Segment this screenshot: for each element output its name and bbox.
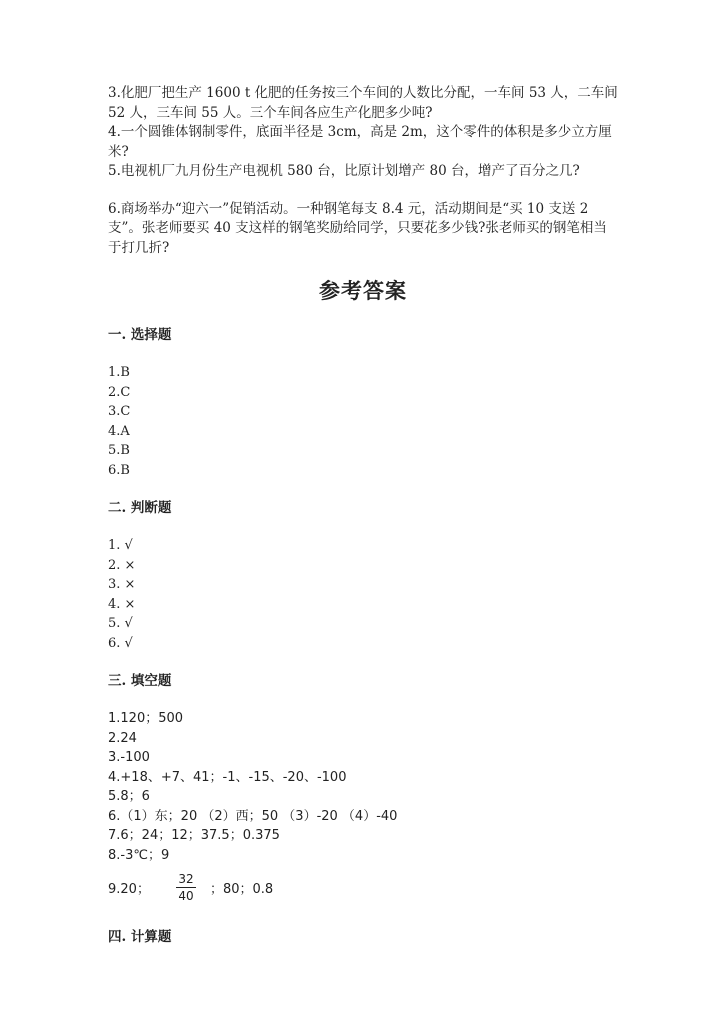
list-item: 3.C	[108, 404, 131, 419]
fill-answers	[108, 709, 618, 865]
list-item: 4. ×	[108, 596, 136, 612]
list-item: 7.6；24；12；37.5；0.375	[108, 828, 280, 843]
fraction	[176, 872, 196, 903]
fraction-numerator: 32	[178, 871, 194, 886]
fill-answer-9	[108, 869, 618, 905]
choice-answers	[108, 363, 618, 480]
list-item: 1.B	[108, 365, 130, 380]
list-item: 1.120；500	[108, 711, 184, 726]
fraction-denominator: 40	[178, 888, 194, 903]
list-item: 4.A	[108, 423, 130, 439]
list-item: 3. ×	[108, 577, 136, 592]
section-heading-choice: 一. 选择题	[108, 327, 172, 343]
judge-answers	[108, 536, 618, 653]
list-item: 6.B	[108, 462, 130, 478]
list-item: 5. √	[108, 616, 133, 631]
question-4: 4.一个圆锥体钢制零件，底面半径是 3cm，高是 2m，这个零件的体积是多少立方厘米?	[108, 124, 612, 160]
section-heading-judge: 二. 判断题	[108, 500, 172, 516]
section-heading-calc: 四. 计算题	[108, 929, 172, 945]
fraction-bar	[176, 887, 196, 888]
question-5: 5.电视机厂九月份生产电视机 580 台，比原计划增产 80 台，增产了百分之几?	[108, 163, 580, 179]
list-item: 4.+18、+7、41；-1、-15、-20、-100	[108, 769, 347, 785]
answer-9-prefix: 9.20；	[108, 881, 150, 897]
list-item: 2.24	[108, 730, 137, 746]
list-item: 8.-3℃；9	[108, 847, 170, 863]
answer-title: 参考答案	[319, 278, 407, 303]
document-page	[108, 84, 618, 947]
list-item: 5.B	[108, 443, 130, 458]
list-item: 5.8；6	[108, 789, 150, 804]
list-item: 6. √	[108, 635, 133, 651]
list-item: 2.C	[108, 384, 131, 400]
question-6: 6.商场举办“迎六一”促销活动。一种钢笔每支 8.4 元，活动期间是“买 10 支送 2 支”。张老师要买 40 支这样的钢笔奖励给同学，只要花多少钱?张老师买的钢笔相当于打几折?	[108, 200, 607, 256]
answer-9-suffix: ；80；0.8	[209, 881, 274, 897]
list-item: 6.（1）东；20 （2）西；50 （3）-20 （4）-40	[108, 808, 398, 824]
section-heading-fill: 三. 填空题	[108, 673, 172, 689]
list-item: 1. √	[108, 538, 133, 553]
question-3: 3.化肥厂把生产 1600 t 化肥的任务按三个车间的人数比分配，一车间 53 人，二车间 52 人，三车间 55 人。三个车间各应生产化肥多少吨?	[108, 85, 618, 121]
list-item: 2. ×	[108, 557, 136, 573]
list-item: 3.-100	[108, 750, 150, 765]
